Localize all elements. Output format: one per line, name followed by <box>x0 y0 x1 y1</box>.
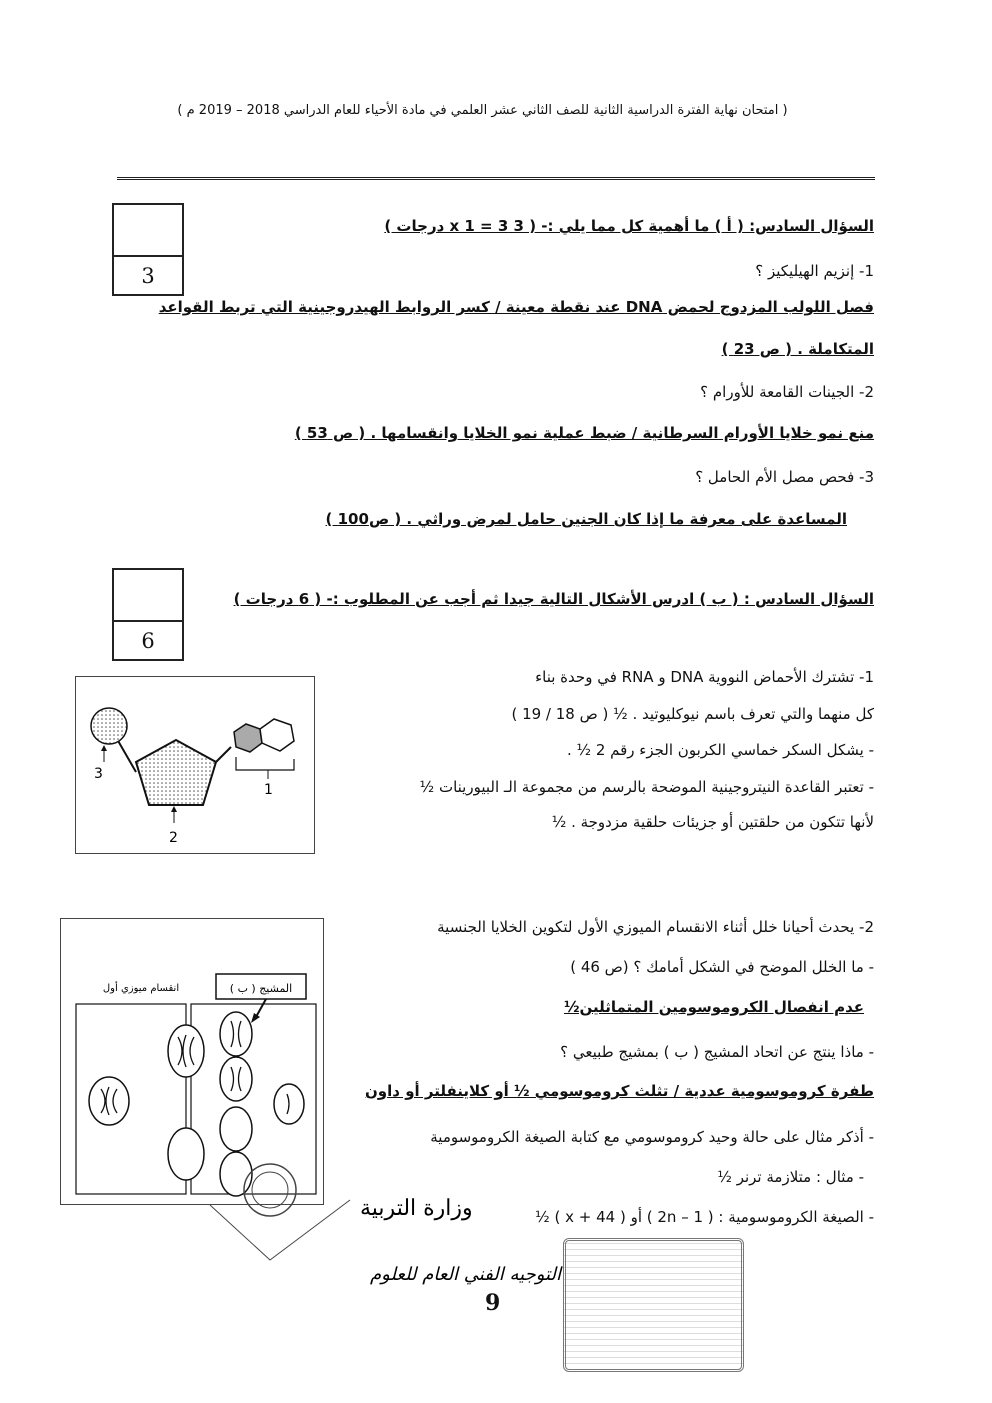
label-1: 1 <box>264 782 273 798</box>
item-2-question: 2- الجينات القامعة للأورام ؟ <box>700 383 874 401</box>
q2-line8: - الصيغة الكروموسومية : ( 2n – 1 ) أو ( 44 + x ) ½ <box>535 1208 874 1226</box>
purine-ring-small <box>234 724 262 752</box>
item-1-question: 1- إنزيم الهيليكيز ؟ <box>755 262 874 280</box>
daughter-cell-top <box>168 1025 204 1077</box>
header-divider <box>117 177 875 180</box>
q1-line1: 1- تشترك الأحماض النووية DNA و RNA في وحدة بناء <box>535 668 874 686</box>
question-a-heading: السؤال السادس: ( أ ) ما أهمية كل مما يلي :- ( 3 x 1 = 3 درجات ) <box>384 217 874 235</box>
official-seal <box>563 1238 744 1372</box>
question-b-heading: السؤال السادس : ( ب ) ادرس الأشكال التالية جيدا ثم أجب عن المطلوب :- ( 6 درجات ) <box>233 590 874 608</box>
page-number: 9 <box>485 1290 501 1316</box>
q2-line2: - ما الخلل الموضح في الشكل أمامك ؟ (ص 46 ) <box>570 958 874 976</box>
q1-line2: كل منهما والتي تعرف باسم نيوكليوتيد . ½ ( ص 18 / 19 ) <box>511 705 874 723</box>
q2-line6: - أذكر مثال على حالة وحيد كروموسومي مع كتابة الصيغة الكروموسومية <box>430 1128 874 1146</box>
q1-line5: لأنها تتكون من حلقتين أو جزيئات حلقية مزدوجة . ½ <box>551 813 874 831</box>
stamp-graphic <box>130 1160 561 1300</box>
stamp-text-2: التوجيه الفني العام للعلوم <box>370 1264 561 1285</box>
item-1-answer: فصل اللولب المزدوج لحمض DNA عند نقطة معينة / كسر الروابط الهيدروجينية التي تربط القواعد <box>158 298 874 316</box>
purine-ring-large <box>260 719 294 751</box>
exam-header: ( امتحان نهاية الفترة الدراسية الثانية للصف الثاني عشر العلمي في مادة الأحياء للعام الدراسي 2018 – 2019 م ) <box>177 103 788 118</box>
item-3-answer: المساعدة على معرفة ما إذا كان الجنين حامل لمرض وراثي . ( ص100 ) <box>325 510 847 528</box>
label-3: 3 <box>94 766 103 782</box>
score-a: 3 <box>141 264 155 288</box>
q2-line3: عدم انفصال الكروموسومين المتماثلين½ <box>563 998 864 1016</box>
q1-line4: - تعتبر القاعدة النيتروجينية الموضحة بالرسم من مجموعة الـ البيورينات ½ <box>419 778 874 796</box>
item-1-answer-cont: المتكاملة . ( ص 23 ) <box>721 340 874 358</box>
ministry-stamp <box>130 1160 561 1300</box>
nucleotide-diagram <box>76 677 314 853</box>
phosphate-group <box>91 708 127 744</box>
gamete-b-label: المشيج ( ب ) <box>229 982 293 995</box>
label-2: 2 <box>169 830 178 846</box>
q2-line7: - مثال : متلازمة ترنر ½ <box>717 1168 864 1186</box>
item-2-answer: منع نمو خلايا الأورام السرطانية / ضبط عملية نمو الخلايا وانقسامها . ( ص 53 ) <box>294 424 874 442</box>
parent-cell <box>89 1077 129 1125</box>
nucleotide-figure <box>75 676 315 854</box>
q2-line4: - ماذا ينتج عن اتحاد المشيج ( ب ) بمشيج طبيعي ؟ <box>560 1043 874 1061</box>
q2-line1: 2- يحدث أحيانا خلل أثناء الانقسام الميوزي الأول لتكوين الخلايا الجنسية <box>437 918 874 936</box>
stamp-text: وزارة التربية <box>360 1196 473 1221</box>
score-box-b <box>112 568 184 661</box>
score-b: 6 <box>141 629 155 653</box>
item-3-question: 3- فحص مصل الأم الحامل ؟ <box>695 468 874 486</box>
gamete-b <box>220 1012 252 1056</box>
pentose-sugar <box>136 740 216 805</box>
q2-line5: طفرة كروموسومية عددية / تثلث كروموسومي ½ أو كلاينفلتر أو داون <box>365 1082 874 1100</box>
meiosis-title: انقسام ميوزي أول <box>102 983 180 994</box>
score-box-a <box>112 203 184 296</box>
q1-line3: - يشكل السكر خماسي الكربون الجزء رقم 2 ½ . <box>566 741 874 759</box>
